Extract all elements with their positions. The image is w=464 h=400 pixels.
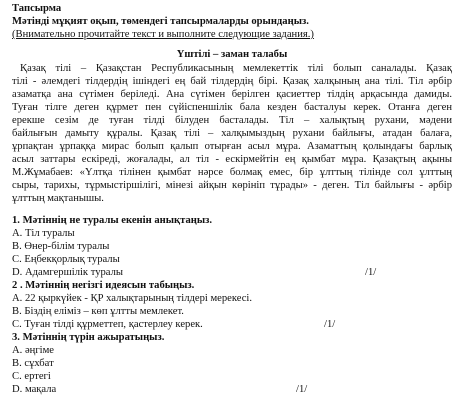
q1-option-b: В. Өнер-білім туралы <box>12 241 110 252</box>
q1-option-a: А. Тіл туралы <box>12 228 75 239</box>
q3-option-c: С. ертегі <box>12 371 51 382</box>
text-line-11: ұлттың мақтанышы. <box>12 193 104 204</box>
text-line-2: тілі - әлемдегі тілдердің ішіндегі ең бай тілдердің бірі. Қазақ халқының ана тілі. Тіл әрбір <box>12 76 452 87</box>
q1-option-c: С. Еңбекқорлық туралы <box>12 254 120 265</box>
q2-option-c: С. Туған тілді құрметтеп, қастерлеу керек. <box>12 319 203 330</box>
q3-score: /1/ <box>296 384 308 395</box>
text-line-3: азаматқа ана сүтімен беріледі. Ана сүтімен берілген қасиеттер тілдің арқасында дамиды. <box>12 89 452 100</box>
question-2: 2 . Мәтіннің негізгі идеясын табыңыз. <box>12 280 195 291</box>
question-1: 1. Мәтіннің не туралы екенін анықтаңыз. <box>12 215 213 226</box>
text-line-4: Туған тілге деген құрмет пен сүйіспеншілік бала кезден басталуы керек. Отанға деген <box>12 102 452 113</box>
text-line-8: асыл заттары ескіреді, жоғалады, ал тіл - ескірмейтін ең қымбат мұра. Қазақтың ақыны <box>12 154 452 165</box>
text-line-1: Қазақ тілі – Қазақстан Республикасының мемлекеттік тілі болып саналады. Қазақ <box>20 63 452 74</box>
text-line-5: ерекше сезім де туған тілді білуден басталады. Тіл – халықтың рухани, мәдени <box>12 115 452 126</box>
question-3: 3. Мәтіннің түрін ажыратыңыз. <box>12 332 165 343</box>
text-line-7: ұрпақтан ұрпаққа мирас болып қалып отырған асыл мұра. Азаматтың қолындағы барлық <box>12 141 452 152</box>
q2-score: /1/ <box>324 319 336 330</box>
text-line-9: М.Жұмабаев: «Үлтқа тілінен қымбат нәрсе болмақ емес, бір ұлттың тілінде сол ұлттың <box>12 167 452 178</box>
text-line-6: байлығын дамыту құралы. Қазақ тілі – халқымыздың рухани байлығы, атадан балаға, <box>12 128 452 139</box>
q2-option-b: В. Біздің еліміз – көп ұлтты мемлекет. <box>12 306 184 317</box>
q3-option-b: В. сұхбат <box>12 358 54 369</box>
q2-option-a: А. 22 қыркүйек - ҚР халықтарының тілдері мерекесі. <box>12 293 253 304</box>
q3-option-d: D. мақала <box>12 384 57 395</box>
task-title: Тапсырма <box>12 3 62 14</box>
text-heading: Үштілі – заман талабы <box>176 49 288 60</box>
q1-option-d: D. Адамгершілік туралы <box>12 267 124 278</box>
q3-option-a: А. әңгіме <box>12 345 55 356</box>
text-line-10: сыры, тарихы, тұрмыстіршілігі, мінезі айқын көрініп тұрады» - деген. Тіл байлығы - әрбір <box>12 180 452 191</box>
instruction-russian: (Внимательно прочитайте текст и выполните следующие задания.) <box>12 29 314 40</box>
q1-score: /1/ <box>365 267 377 278</box>
instruction-kazakh: Мәтінді мұқият оқып, төмендегі тапсырмаларды орындаңыз. <box>12 16 309 27</box>
